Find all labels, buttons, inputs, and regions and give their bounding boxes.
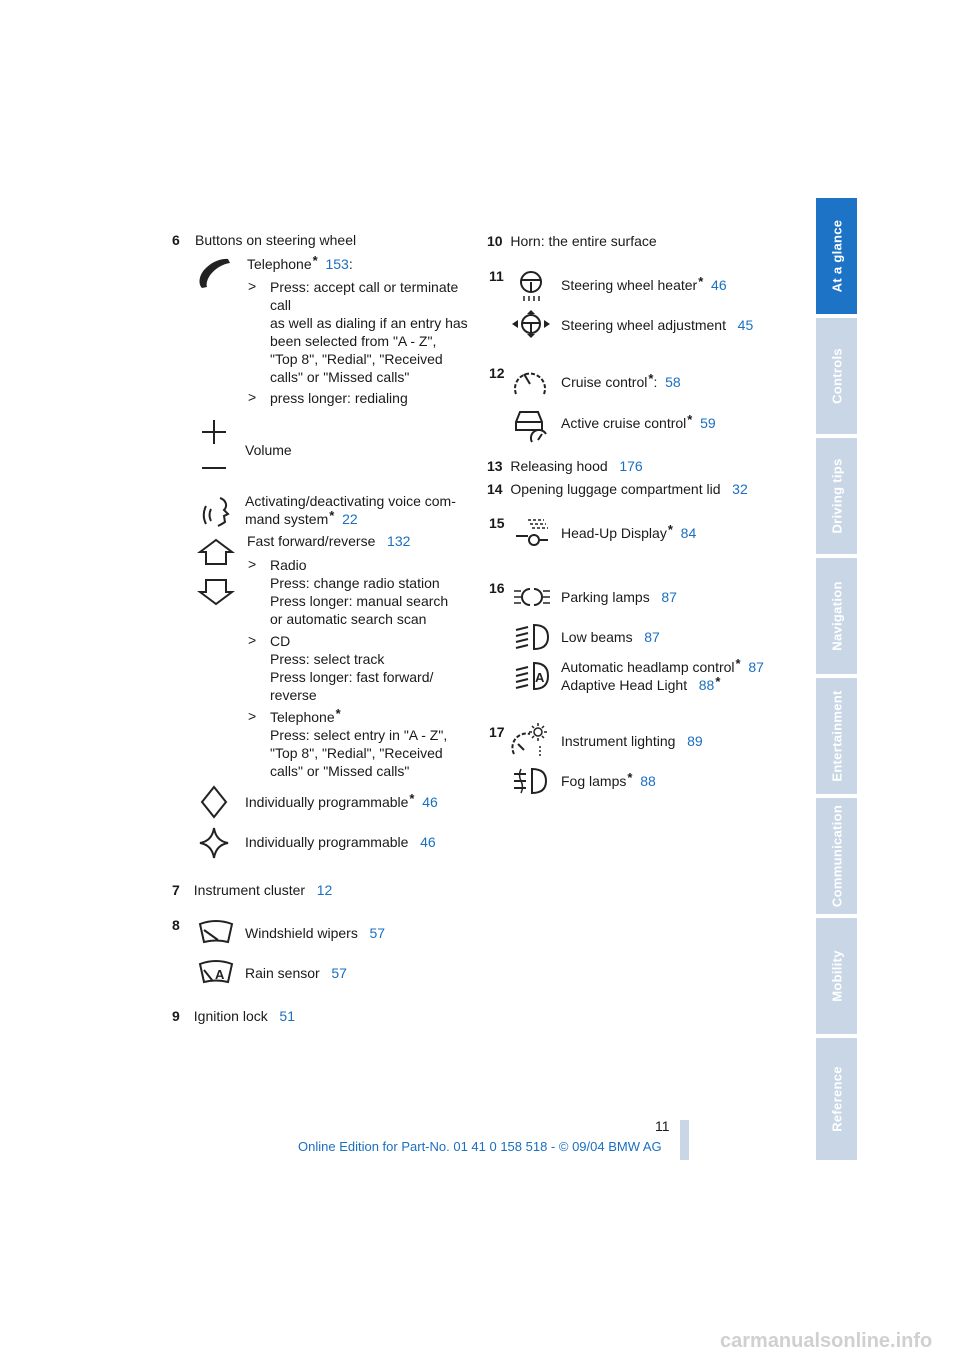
bullet-icon: > <box>248 556 257 572</box>
parking-label: Parking lamps <box>561 589 650 605</box>
low-beams-label: Low beams <box>561 629 633 645</box>
auto-headlamp-label: Automatic headlamp control <box>561 659 735 675</box>
page-link[interactable]: 59 <box>700 415 716 431</box>
page-link[interactable]: 22 <box>342 511 358 527</box>
page-link[interactable]: 87 <box>661 589 677 605</box>
item-text: Horn: the entire surface <box>510 233 657 249</box>
prog-label: Individually programmable <box>245 834 409 850</box>
bullet-line: Press: change radio station <box>270 575 440 591</box>
active-cruise-control-icon <box>512 404 548 444</box>
arrow-up-icon <box>196 537 236 567</box>
tab-label: Driving tips <box>829 458 844 534</box>
optional-asterisk-icon: * <box>329 508 335 523</box>
item-number: 9 <box>172 1008 180 1024</box>
bullet-line: or automatic search scan <box>270 611 427 627</box>
bullet-icon: > <box>248 632 257 648</box>
bullet-icon: > <box>248 708 257 724</box>
tab-controls[interactable] <box>816 318 857 434</box>
bullet-line: Press: accept call or terminate <box>270 279 459 295</box>
optional-asterisk-icon: * <box>312 253 318 268</box>
bullet-line: reverse <box>270 687 317 703</box>
cruise-label: Cruise control <box>561 374 648 390</box>
page-link[interactable]: 57 <box>331 965 347 981</box>
optional-asterisk-icon: * <box>627 770 633 785</box>
page-link[interactable]: 176 <box>619 458 643 474</box>
watermark: carmanualsonline.info <box>720 1330 933 1352</box>
bullet-line: call <box>270 297 292 313</box>
optional-asterisk-icon: * <box>648 371 654 386</box>
optional-asterisk-icon: * <box>335 706 341 721</box>
page-link[interactable]: 87 <box>644 629 660 645</box>
tab-label: Communication <box>829 804 844 908</box>
item-number: 11 <box>489 268 504 284</box>
page-link[interactable]: 45 <box>737 317 754 333</box>
tab-driving-tips[interactable] <box>816 438 857 554</box>
page-link[interactable]: 51 <box>279 1008 295 1024</box>
item-10 <box>487 232 657 250</box>
item-text: Ignition lock <box>193 1008 268 1024</box>
bullet-line: calls" or "Missed calls" <box>270 763 410 779</box>
page-marker <box>680 1120 689 1160</box>
bullet-line: CD <box>270 633 291 649</box>
page-link[interactable]: 12 <box>316 882 333 898</box>
bullet-line: Radio <box>270 557 307 573</box>
rain-label: Rain sensor <box>245 965 320 981</box>
tab-label: At a glance <box>829 219 844 293</box>
item-number: 12 <box>489 365 505 381</box>
bullet-icon: > <box>248 278 257 294</box>
bullet-line: calls" or "Missed calls" <box>270 369 410 385</box>
voice-line1: Activating/deactivating voice com- <box>245 493 456 509</box>
item-number: 6 <box>172 232 180 248</box>
item-13 <box>487 457 643 475</box>
volume-plus-icon <box>200 418 228 446</box>
prog-label: Individually programmable <box>245 794 409 810</box>
instrument-lighting-icon <box>510 722 550 758</box>
ffrev-label: Fast forward/reverse <box>247 533 376 549</box>
voice-command-icon <box>198 492 238 532</box>
tab-mobility[interactable] <box>816 918 857 1034</box>
automatic-headlamp-icon <box>514 660 550 692</box>
page-link[interactable]: 132 <box>387 533 411 549</box>
optional-asterisk-icon: * <box>667 522 673 537</box>
page-link[interactable]: 46 <box>711 277 727 293</box>
tab-label: Navigation <box>829 581 844 651</box>
low-beams-icon <box>514 622 550 652</box>
colon: : <box>653 374 658 390</box>
item-number: 8 <box>172 917 180 933</box>
volume-label: Volume <box>245 442 292 458</box>
page-link[interactable]: 88 <box>640 773 656 789</box>
optional-asterisk-icon: * <box>715 674 721 689</box>
tab-navigation[interactable] <box>816 558 857 674</box>
optional-asterisk-icon: * <box>698 274 704 289</box>
bullet-line: "Top 8", "Redial", "Received <box>270 351 443 367</box>
item-9 <box>172 1007 295 1025</box>
bullet-line: been selected from "A - Z", <box>270 333 437 349</box>
telephone-label: Telephone <box>247 256 312 272</box>
item-number: 17 <box>489 724 505 740</box>
parking-lamps-icon <box>512 586 552 608</box>
page-link[interactable]: 58 <box>665 374 681 390</box>
item-text: Instrument cluster <box>193 882 306 898</box>
tab-label: Entertainment <box>829 690 844 782</box>
tab-reference[interactable] <box>816 1038 857 1160</box>
item-number: 14 <box>487 481 503 497</box>
item-number: 7 <box>172 882 180 898</box>
item-text: Releasing hood <box>510 458 608 474</box>
tab-at-a-glance[interactable] <box>816 198 857 314</box>
bullet-line: Press longer: manual search <box>270 593 449 609</box>
windshield-wiper-icon <box>198 918 234 946</box>
page-link[interactable]: 89 <box>687 733 703 749</box>
bullet-line: as well as dialing if an entry has <box>270 315 468 331</box>
star-diamond-icon <box>198 826 230 860</box>
optional-asterisk-icon: * <box>409 791 415 806</box>
item-text: Buttons on steering wheel <box>195 232 357 248</box>
page-link[interactable]: 87 <box>748 659 764 675</box>
page-link[interactable]: 32 <box>732 481 748 497</box>
voice-line2: mand system <box>245 511 329 527</box>
tab-label: Mobility <box>829 950 844 1002</box>
item-number: 15 <box>489 515 505 531</box>
heater-label: Steering wheel heater <box>561 277 698 293</box>
optional-asterisk-icon: * <box>687 412 693 427</box>
cruise-control-icon <box>512 366 548 398</box>
steering-wheel-heater-icon <box>514 268 548 302</box>
item-number: 16 <box>489 580 505 596</box>
page-link[interactable]: 84 <box>680 525 697 541</box>
page-number: 11 <box>655 1118 670 1134</box>
telephone-icon <box>196 254 236 294</box>
page-link[interactable]: 57 <box>369 925 386 941</box>
item-number: 10 <box>487 233 503 249</box>
page-link[interactable]: 153 <box>325 256 349 272</box>
acc-label: Active cruise control <box>561 415 687 431</box>
svg-text:A: A <box>215 967 225 982</box>
item-number: 13 <box>487 458 503 474</box>
bullet-icon: > <box>248 389 257 405</box>
tab-label: Controls <box>829 348 844 404</box>
fog-label: Fog lamps <box>561 773 627 789</box>
item-14 <box>487 480 748 498</box>
wipers-label: Windshield wipers <box>245 925 358 941</box>
page-link[interactable]: 46 <box>420 834 436 850</box>
tab-entertainment[interactable] <box>816 678 857 794</box>
tab-communication[interactable] <box>816 798 857 914</box>
instrument-label: Instrument lighting <box>561 733 676 749</box>
ahl-label: Adaptive Head Light <box>561 677 688 693</box>
footer-text: Online Edition for Part-No. 01 41 0 158 518 - © 09/04 BMW AG <box>298 1139 662 1154</box>
diamond-icon <box>200 785 228 819</box>
bullet-line: press longer: redialing <box>270 390 408 406</box>
optional-asterisk-icon: * <box>735 656 741 671</box>
colon: : <box>348 256 353 272</box>
steering-wheel-adjust-icon <box>510 309 552 339</box>
hud-label: Head-Up Display <box>561 525 667 541</box>
adjust-label: Steering wheel adjustment <box>561 317 726 333</box>
page-link[interactable]: 88 <box>698 677 715 693</box>
fog-lamps-icon <box>512 766 548 796</box>
page-link[interactable]: 46 <box>422 794 438 810</box>
item-7 <box>172 881 332 899</box>
rain-sensor-icon <box>198 958 234 986</box>
bullet-line: Press longer: fast forward/ <box>270 669 434 685</box>
tab-label: Reference <box>829 1066 844 1132</box>
bullet-line: Press: select track <box>270 651 385 667</box>
arrow-down-icon <box>196 577 236 607</box>
svg-text:A: A <box>535 670 545 685</box>
volume-minus-icon <box>200 462 228 474</box>
bullet-line: Press: select entry in "A - Z", <box>270 727 448 743</box>
bullet-line: Telephone <box>270 709 335 725</box>
bullet-line: "Top 8", "Redial", "Received <box>270 745 443 761</box>
item-text: Opening luggage compartment lid <box>510 481 721 497</box>
head-up-display-icon <box>512 518 550 548</box>
